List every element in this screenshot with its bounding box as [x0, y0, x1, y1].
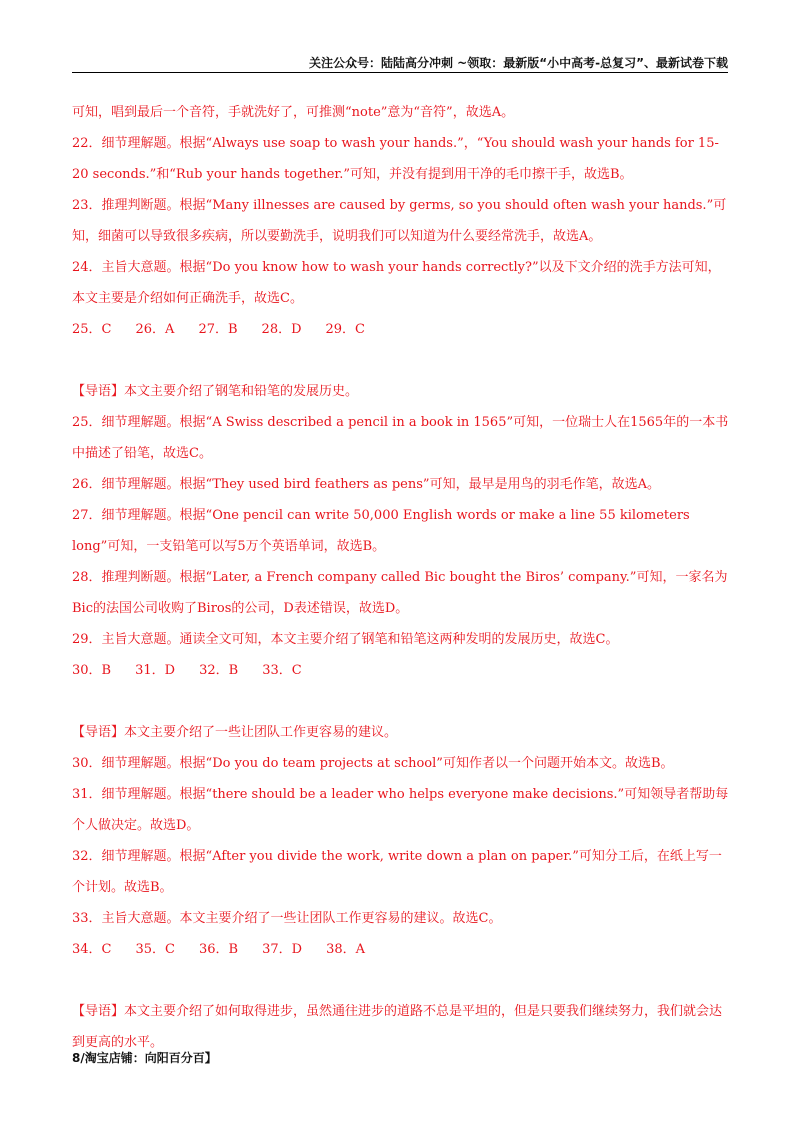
- paragraph: 22．细节理解题。根据“Always use soap to wash your hands.”，“You should wash your hands for 15-20 seconds.”和“Rub your hands together.”可知，并没有提到用干净的毛巾擦干手，故选B。: [72, 136, 719, 182]
- answer-item: 33．C: [262, 663, 302, 678]
- paragraph: 32．细节理解题。根据“After you divide the work, write down a plan on paper.”可知分工后，在纸上写一个计划。故选B。: [72, 849, 722, 895]
- answer-item: 38．A: [326, 942, 366, 957]
- paragraph: 24．主旨大意题。根据“Do you know how to wash your hands correctly?”以及下文介绍的洗手方法可知，本文主要是介绍如何正确洗手，故选C。: [72, 260, 721, 306]
- paragraph: 31．细节理解题。根据“there should be a leader who helps everyone make decisions.”可知领导者帮助每个人做决定。故选D。: [72, 787, 729, 833]
- paragraph: 26．细节理解题。根据“They used bird feathers as pens”可知，最早是用鸟的羽毛作笔，故选A。: [72, 477, 660, 492]
- paragraph: 28．推理判断题。根据“Later, a French company called Bic bought the Biros’ company.”可知，一家名为Bic的法国公司收购了Biros的公司，D表述错误，故选D。: [72, 570, 728, 616]
- section-spacer: [72, 965, 732, 996]
- answer-item: 34．C: [72, 942, 112, 957]
- answer-item: 35．C: [135, 942, 175, 957]
- section-spacer: [72, 345, 732, 376]
- answer-item: 29．C: [325, 322, 366, 337]
- answer-key-row: [72, 655, 732, 686]
- answer-item: 31．D: [135, 663, 176, 678]
- paragraph: 23．推理判断题。根据“Many illnesses are caused by germs, so you should often wash your hands.”可知，细菌可以导致很多疾病，所以要勤洗手，说明我们可以知道为什么要经常洗手，故选A。: [72, 198, 727, 244]
- answer-item: 26．A: [135, 322, 175, 337]
- answer-item: 30．B: [72, 663, 112, 678]
- page-header: 关注公众号：陆陆高分冲刺 ~领取：最新版“小中高考-总复习”、最新试卷下载: [309, 56, 728, 70]
- paragraph: 【导语】本文主要介绍了一些让团队工作更容易的建议。: [72, 725, 398, 740]
- paragraph: 【导语】本文主要介绍了钢笔和铅笔的发展历史。: [72, 384, 359, 399]
- paragraph: 可知，唱到最后一个音符，手就洗好了，可推测“note”意为“音符”，故选A。: [72, 105, 515, 120]
- paragraph: 30．细节理解题。根据“Do you do team projects at school”可知作者以一个问题开始本文。故选B。: [72, 756, 674, 771]
- answer-item: 28．D: [261, 322, 302, 337]
- answer-key-row: [72, 934, 732, 965]
- answer-item: 27．B: [198, 322, 238, 337]
- section-spacer: [72, 686, 732, 717]
- answer-item: 36．B: [199, 942, 239, 957]
- paragraph: 27．细节理解题。根据“One pencil can write 50,000 English words or make a line 55 kilometers long”可知，一支铅笔可以写5万个英语单词，故选B。: [72, 508, 690, 554]
- document-body: [72, 97, 732, 1058]
- answer-item: 37．D: [262, 942, 303, 957]
- answer-item: 32．B: [199, 663, 239, 678]
- header-divider: [72, 72, 728, 73]
- paragraph: 【导语】本文主要介绍了如何取得进步，虽然通往进步的道路不总是平坦的，但是只要我们继续努力，我们就会达到更高的水平。: [72, 1004, 723, 1050]
- answer-item: 25．C: [72, 322, 112, 337]
- paragraph: 29．主旨大意题。通读全文可知，本文主要介绍了钢笔和铅笔这两种发明的发展历史，故选C。: [72, 632, 619, 647]
- answer-key-row: [72, 314, 732, 345]
- page-footer: 8/淘宝店铺：向阳百分百】: [72, 1051, 217, 1065]
- paragraph: 33．主旨大意题。本文主要介绍了一些让团队工作更容易的建议。故选C。: [72, 911, 502, 926]
- paragraph: 25．细节理解题。根据“A Swiss described a pencil in a book in 1565”可知，一位瑞士人在1565年的一本书中描述了铅笔，故选C。: [72, 415, 729, 461]
